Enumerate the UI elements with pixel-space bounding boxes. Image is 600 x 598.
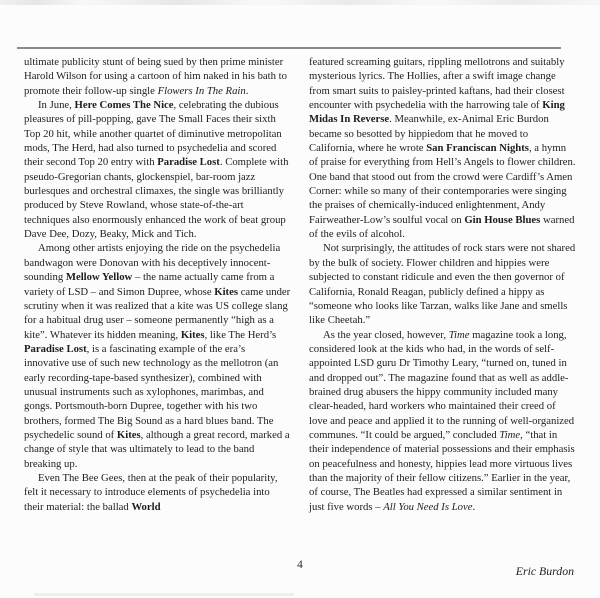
- text-segment: In June,: [38, 99, 75, 112]
- text-segment: ultimate publicity stunt of being sued by then prime minister Harold Wilson for using a cartoon of him naked in his bath to promote their follow-up single: [24, 56, 287, 97]
- text-segment: , celebrating the dubious pleasures of pill-popping, gave The Small Faces their sixth Top 20 hit, while another quartet of diminutive metropolitan mods, The Herd, had also turned to psychedelia and scored their second Top 20 entry with: [24, 99, 282, 169]
- paragraph: [309, 55, 576, 241]
- text-segment: featured screaming guitars, rippling mellotrons and suitably mysterious lyrics. The Hollies, after a swift image change from smart suits to paisley-printed kaftans, had their closest encounter with psychedelia with the harrowing tale of: [309, 56, 565, 112]
- text-segment: , is a fascinating example of the era’s innovative use of such new technology as the mellotron (an early recording-tape-based synthesizer), combined with unusual instruments such as xylophones, marimbas, and gongs. Portsmouth-born Dupree, together with his two brothers, formed The Big Sound as a hard blues band. The psychedelic sound of: [24, 342, 279, 441]
- text-segment-bold: Gin House Blues: [464, 213, 541, 226]
- text-segment: , “that in their independence of material possessions and their emphasis on peacefulness and honesty, hippies lead more virtuous lives than the majority of their fellow citizens.” Earlier in the year, of course, The Beatles had expressed a similar sentiment in just five words –: [309, 428, 575, 513]
- text-segment: . Complete with pseudo-Gregorian chants, glockenspiel, bar-room jazz burlesques and orchestral climaxes, the single was brilliantly produced by Steve Rowland, whose state-of-the-art techniques also enormously enhanced the work of beat group Dave Dee, Dozy, Beaky, Mick and Tich.: [24, 156, 289, 241]
- paragraph: [24, 241, 291, 471]
- text-segment-bold: Paradise Lost: [157, 156, 220, 169]
- header-rule: [17, 47, 561, 49]
- text-segment: Among other artists enjoying the ride on the psychedelia bandwagon were Donovan with his deceptively innocent-sounding: [24, 242, 281, 284]
- text-columns: [24, 55, 576, 514]
- text-segment-italic: All You Need Is Love: [383, 500, 473, 513]
- scan-artifact-top: [0, 0, 600, 5]
- text-segment-bold: Paradise Lost: [24, 342, 87, 355]
- text-segment-bold: Kites: [116, 428, 141, 441]
- paragraph: [309, 241, 576, 327]
- text-segment: Even The Bee Gees, then at the peak of their popularity, felt it necessary to introduce elements of psychedelia into their material: the ballad: [24, 471, 278, 513]
- text-segment: , like The Herd’s: [204, 328, 277, 341]
- text-segment-italic: Flowers In The Rain: [157, 84, 246, 97]
- paragraph: [24, 55, 291, 98]
- text-segment: warned of the evils of alcohol.: [309, 213, 575, 241]
- left-column: [24, 55, 291, 514]
- text-segment: . Meanwhile, ex-Animal Eric Burdon became so besotted by hippiedom that he moved to California, where he wrote: [309, 113, 549, 155]
- page-number: 4: [297, 559, 303, 571]
- text-segment: came under scrutiny when it was realized that a kite was US college slang for a habitual drug user – someone permanently “high as a kite”. Whatever its hidden meaning,: [24, 285, 291, 341]
- text-segment-bold: World: [131, 500, 161, 513]
- text-segment: magazine took a long, considered look at the kids who had, in the words of self-appointed LSD guru Dr Timothy Leary, “turned on, tuned in and dropped out”. The magazine found that as well as addle-brained drug abusers the hippy community included many clear-headed, hard workers who maintained their creed of love and peace and applied it to the running of well-organized communes. “It could be argued,” concluded: [309, 328, 575, 441]
- text-segment: As the year closed, however,: [323, 328, 449, 341]
- text-segment: .: [245, 84, 249, 97]
- text-segment-bold: Kites: [214, 285, 239, 298]
- text-segment: – the name actually came from a variety of LSD – and Simon Dupree, whose: [24, 271, 275, 298]
- text-segment: , although a great record, marked a change of style that was ultimately to lead to the band breaking up.: [24, 428, 290, 470]
- text-segment: .: [472, 500, 476, 513]
- author-caption: Eric Burdon: [515, 564, 574, 578]
- paragraph: [309, 328, 576, 514]
- text-segment: Not surprisingly, the attitudes of rock stars were not shared by the bulk of society. Flower children and hippies were subjected to constant ridicule and even the then governor of California, Ronald Reagan, publicly defined a hippy as “someone who looks like Tarzan, walks like Jane and smells like Cheetah.”: [309, 242, 576, 327]
- right-column: [309, 55, 576, 514]
- text-segment-bold: Here Comes The Nice: [74, 99, 174, 112]
- text-segment-italic: Time: [448, 328, 470, 341]
- text-segment-bold: Kites: [180, 328, 205, 341]
- text-segment-bold: San Franciscan Nights: [426, 142, 529, 155]
- paragraph: [24, 471, 291, 514]
- paragraph: [24, 98, 291, 241]
- text-segment: , a hymn of praise for everything from Hell’s Angels to flower children. One band that stood out from the crowd were Cardiff’s Amen Corner: while so many of their contemporaries were singing the praises of chemically-induced enlightenment, Andy Fairweather-Low’s soulful vocal on: [309, 142, 576, 226]
- text-segment-bold: Mellow Yellow: [65, 271, 133, 284]
- scan-artifact-bottom: [34, 593, 294, 596]
- text-segment-bold: King Midas In Reverse: [309, 99, 565, 126]
- text-segment-italic: Time: [499, 428, 521, 441]
